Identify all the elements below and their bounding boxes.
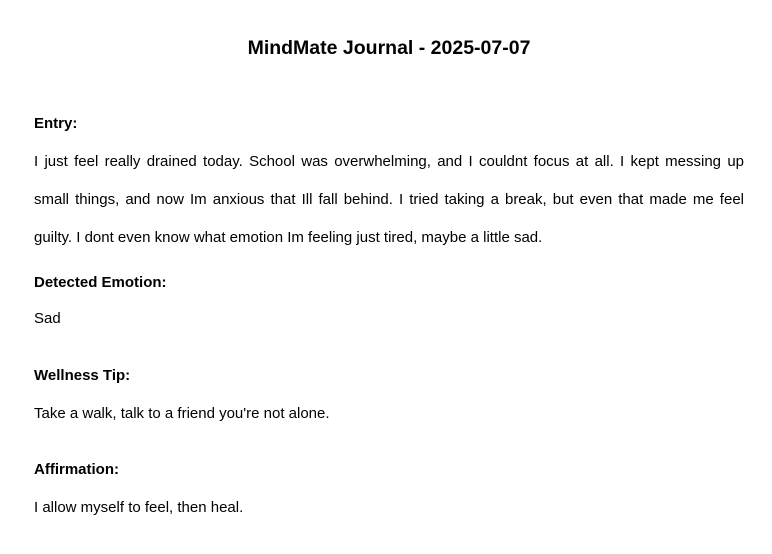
affirmation-label: Affirmation: — [34, 461, 119, 478]
detected-emotion-value: Sad — [34, 310, 61, 327]
entry-section — [34, 115, 744, 257]
detected-emotion-label: Detected Emotion: — [34, 274, 167, 291]
page-title: MindMate Journal - 2025-07-07 — [247, 37, 531, 59]
entry-text: I just feel really drained today. School was overwhelming, and I couldnt focus at all. I kept messing up small things, and now Im anxious that Ill fall behind. I tried taking a break, but even that made me feel guilty. I dont even know what emotion Im feeling just tired, maybe a little sad. — [34, 153, 744, 246]
affirmation-section — [34, 461, 744, 517]
wellness-tip-text: Take a walk, talk to a friend you're not alone. — [34, 405, 330, 422]
affirmation-text: I allow myself to feel, then heal. — [34, 499, 244, 516]
wellness-tip-label: Wellness Tip: — [34, 367, 131, 384]
wellness-tip-section — [34, 367, 744, 423]
detected-emotion-section — [34, 274, 744, 328]
entry-label: Entry: — [34, 115, 78, 132]
